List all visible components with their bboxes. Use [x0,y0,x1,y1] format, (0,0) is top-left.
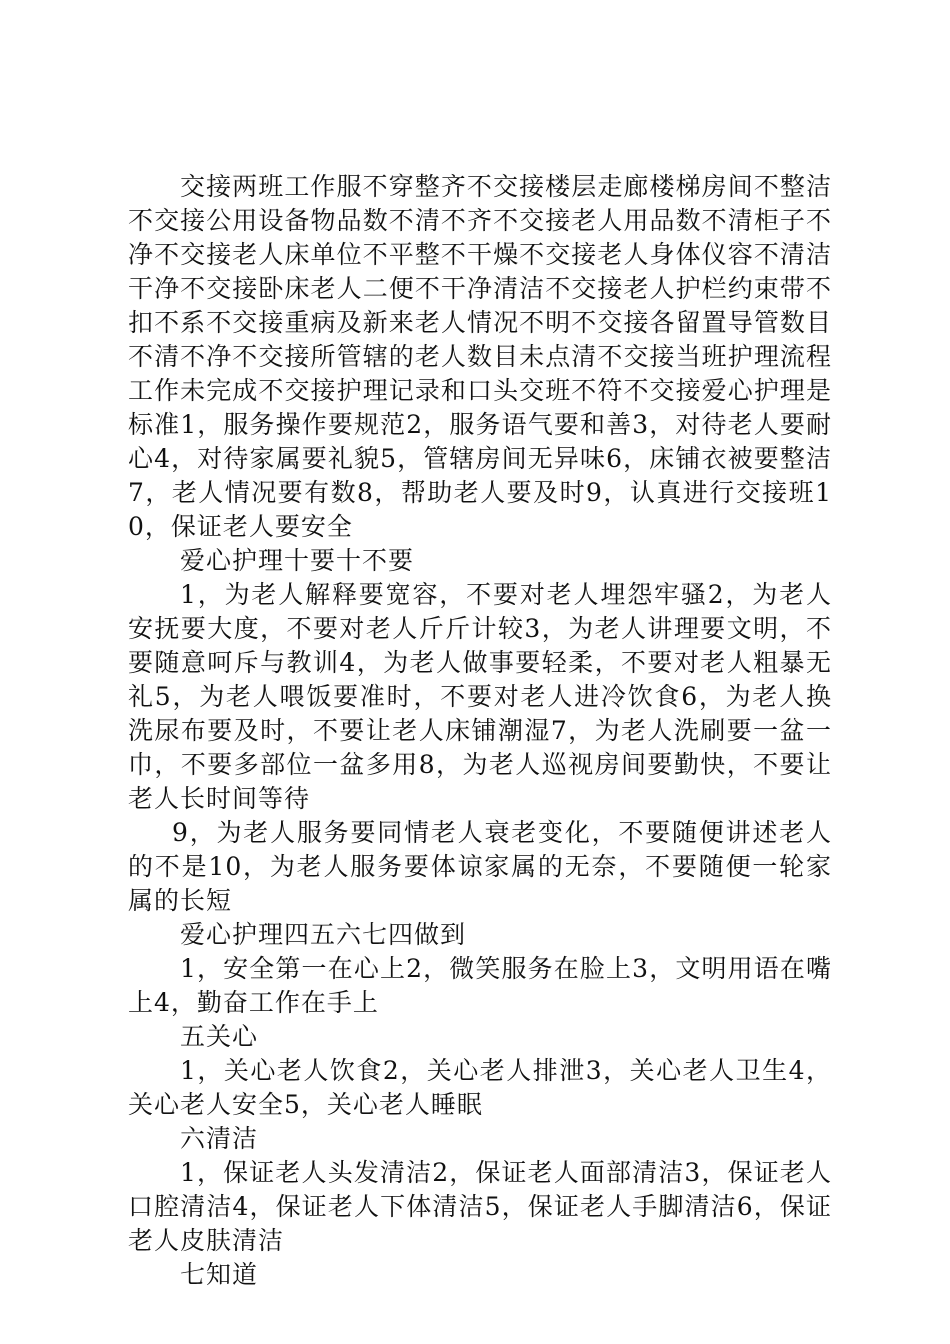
paragraph-items-nine-ten: 9，为老人服务要同情老人衰老变化，不要随便讲述老人的不是10，为老人服务要体谅家属的无奈，不要随便一轮家属的长短 [128,818,832,915]
heading-seven-knows: 七知道 [180,1260,259,1289]
paragraph-ten-dos-ten-donts: 1，为老人解释要宽容，不要对老人埋怨牢骚2，为老人安抚要大度，不要对老人斤斤计较3，为老人讲理要文明，不要随意呵斥与教训4，为老人做事要轻柔，不要对老人粗暴无礼5，为老人喂饭要准时，不要对老人进冷饮食6，为老人换洗尿布要及时，不要让老人床铺潮湿7，为老人洗刷要一盆一巾，不要多部位一盆多用8，为老人巡视房间要勤快，不要让老人长时间等待 [128,580,832,813]
paragraph-handover-rules: 交接两班工作服不穿整齐不交接楼层走廊楼梯房间不整洁不交接公用设备物品数不清不齐不交接老人用品数不清柜子不净不交接老人床单位不平整不干燥不交接老人身体仪容不清洁干净不交接卧床老人二便不干净清洁不交接老人护栏约束带不扣不系不交接重病及新来老人情况不明不交接各留置导管数目不清不净不交接所管辖的老人数目未点清不交接当班护理流程工作未完成不交接护理记录和口头交班不符不交接爱心护理是标准1，服务操作要规范2，服务语气要和善3，对待老人要耐心4，对待家属要礼貌5，管辖房间无异味6，床铺衣被要整洁7，老人情况要有数8，帮助老人要及时9，认真进行交接班10，保证老人要安全 [128,172,832,541]
heading-ten-dos-ten-donts: 爱心护理十要十不要 [180,546,415,575]
heading-four-five-six-seven: 爱心护理四五六七四做到 [180,920,467,949]
heading-six-cleanliness: 六清洁 [180,1124,259,1153]
paragraph-six-cleanliness: 1，保证老人头发清洁2，保证老人面部清洁3，保证老人口腔清洁4，保证老人下体清洁5，保证老人手脚清洁6，保证老人皮肤清洁 [128,1158,832,1255]
paragraph-five-cares: 1，关心老人饮食2，关心老人排泄3，关心老人卫生4，关心老人安全5，关心老人睡眠 [128,1056,832,1119]
heading-five-cares: 五关心 [180,1022,259,1051]
document-body [128,170,832,1292]
paragraph-four-achievements: 1，安全第一在心上2，微笑服务在脸上3，文明用语在嘴上4，勤奋工作在手上 [128,954,832,1017]
